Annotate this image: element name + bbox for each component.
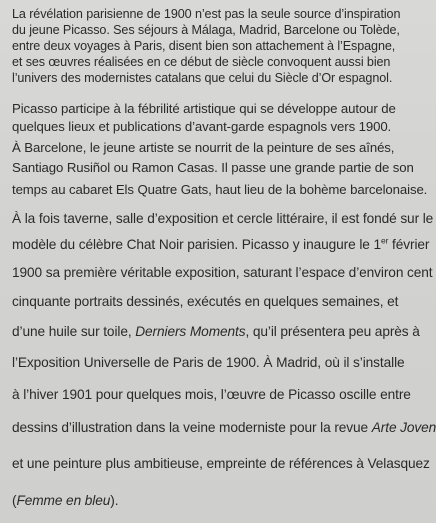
text-line-17: à l’hiver 1901 pour quelques mois, l’œuvre de Picasso oscille entre [12,387,411,402]
text-line-20 [12,494,118,508]
text-line-14: cinquante portraits dessinés, exécutés en quelques semaines, et [12,294,399,309]
closing-punctuation: ). [110,493,119,508]
artwork-title-femme-en-bleu: Femme en bleu [16,493,111,508]
text-line-4: et ses œuvres réalisées en ce début de siècle convoquent aussi bien [12,55,391,69]
text-line-15 [12,325,420,339]
artwork-title-derniers-moments: Derniers Moments [135,324,246,339]
text-line-15-tail: , qu’il présentera peu après à [245,324,420,339]
text-line-6: Picasso participe à la fébrilité artistique qui se développe autour de [12,101,396,116]
text-line-19: et une peinture plus ambitieuse, empreinte de références à Velasquez [12,456,430,471]
text-line-12-tail: février [388,237,430,252]
text-line-16: l’Exposition Universelle de Paris de 1900. À Madrid, où il s’installe [12,355,405,370]
text-line-5: l’univers des modernistes catalans que celui du Siècle d’Or espagnol. [12,71,393,85]
text-line-8: À Barcelone, le jeune artiste se nourrit de la peinture de ses aînés, [12,140,395,155]
text-line-12-main: modèle du célèbre Chat Noir parisien. Picasso y inaugure le 1 [12,237,381,252]
text-line-13: 1900 sa première véritable exposition, saturant l’espace d’environ cent [12,265,433,280]
text-line-18-main: dessins d’illustration dans la veine moderniste pour la revue [12,420,372,435]
text-line-7: quelques lieux et publications d’avant-garde espagnols vers 1900. [12,119,392,134]
text-line-3: entre deux voyages à Paris, disent bien son attachement à l’Espagne, [12,39,396,53]
text-line-15-main: d’une huile sur toile, [12,324,136,339]
open-paren: ( [12,493,17,508]
text-line-1: La révélation parisienne de 1900 n’est pas la seule source d’inspiration [12,7,401,21]
revue-title-arte-joven: Arte Joven [371,420,436,435]
text-line-9: Santiago Rusiñol ou Ramon Casas. Il passe une grande partie de son [12,160,414,175]
text-line-2: du jeune Picasso. Ses séjours à Málaga, Madrid, Barcelone ou Tolède, [12,23,400,37]
text-line-10: temps au cabaret Els Quatre Gats, haut lieu de la bohème barcelonaise. [12,182,428,197]
superscript-er: er [381,235,389,246]
text-line-12 [12,235,430,252]
text-line-11: À la fois taverne, salle d’exposition et cercle littéraire, il est fondé sur le [12,211,434,226]
text-line-18 [12,421,436,435]
